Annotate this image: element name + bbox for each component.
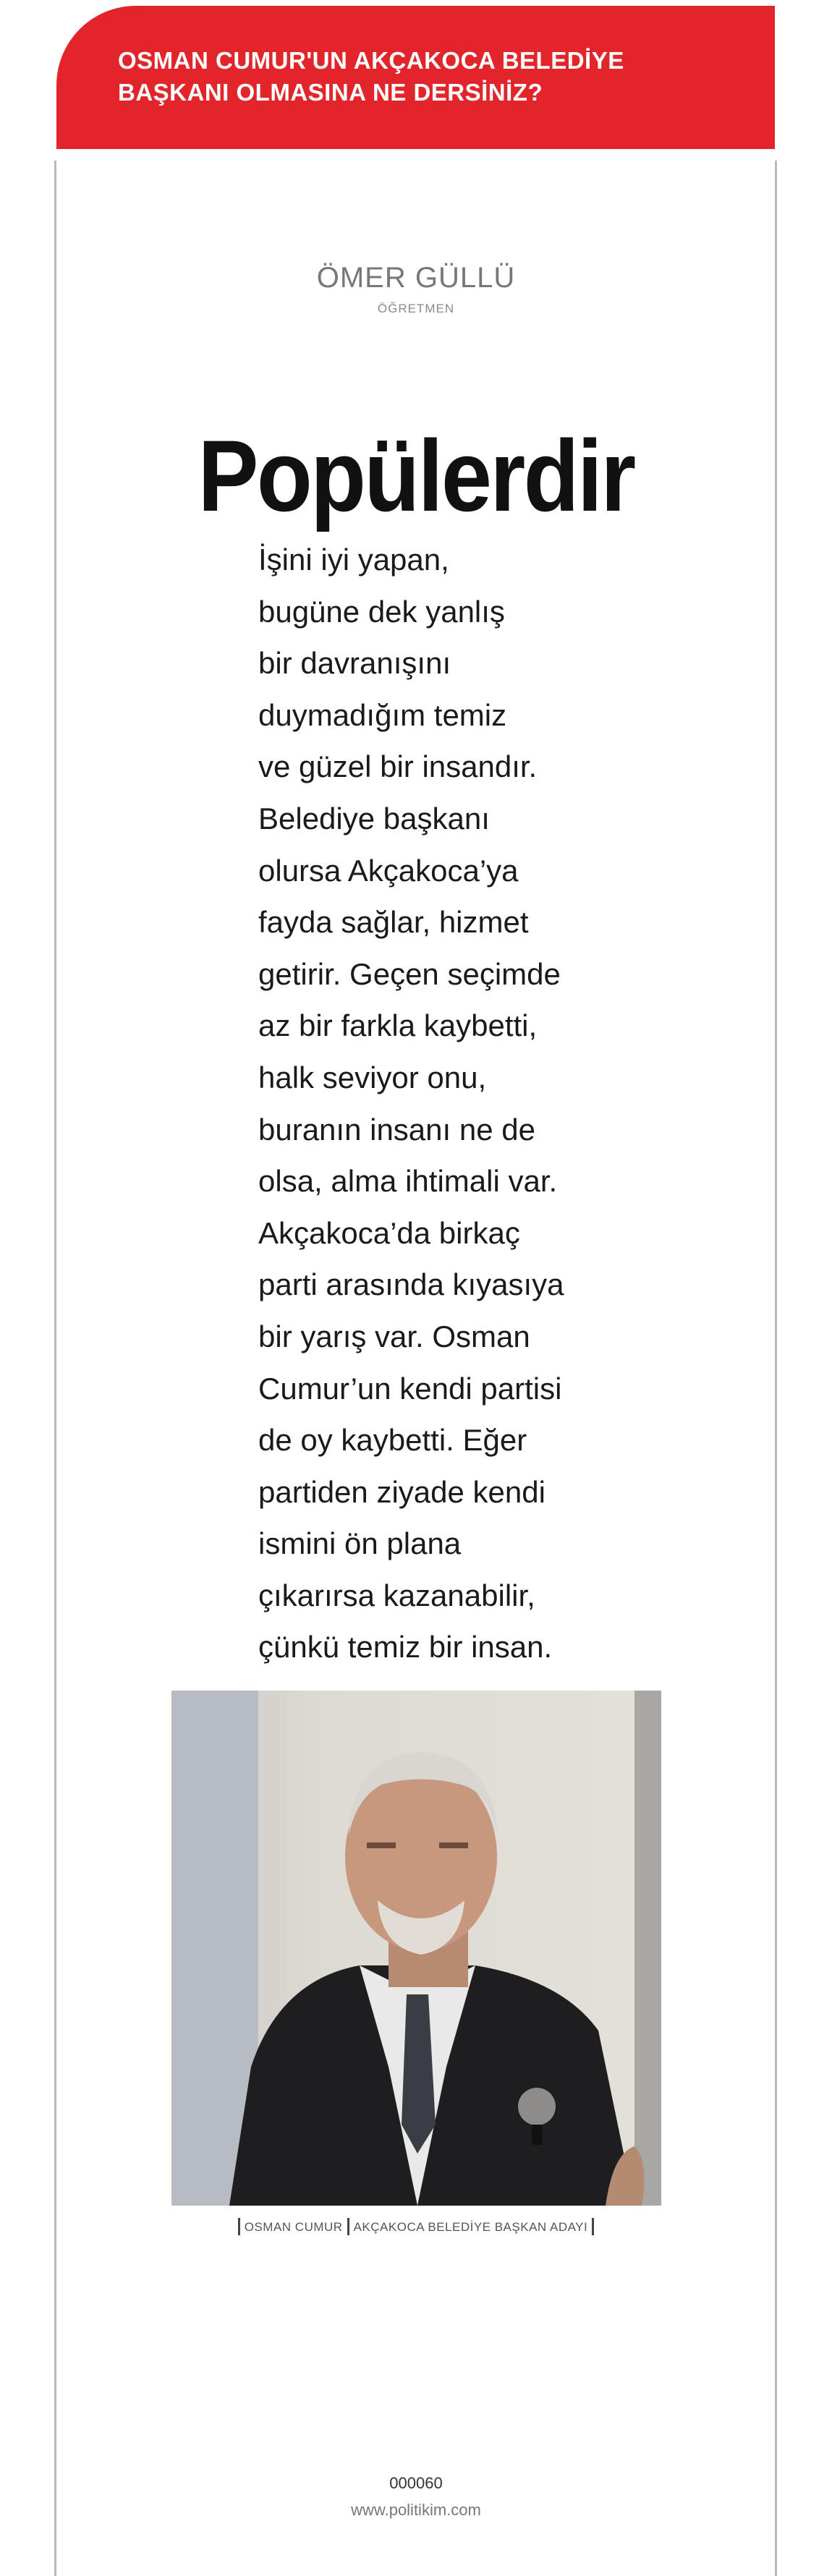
body-line: buranın insanı ne de [258, 1112, 535, 1147]
body-line: parti arasında kıyasıya [258, 1267, 564, 1302]
body-line: fayda sağlar, hizmet [258, 905, 529, 940]
author-role: ÖĞRETMEN [377, 302, 455, 315]
body-line: getirir. Geçen seçimde [258, 956, 561, 991]
portrait-illustration [171, 1691, 661, 2206]
body-line: bir davranışını [258, 646, 451, 681]
caption-divider [347, 2218, 349, 2235]
body-line: çünkü temiz bir insan. [258, 1630, 553, 1665]
body-line: Akçakoca’da birkaç [258, 1215, 520, 1250]
question-banner [56, 6, 775, 149]
caption-divider [592, 2218, 594, 2235]
caption-name: OSMAN CUMUR [244, 2220, 343, 2234]
body-line: bugüne dek yanlış [258, 594, 505, 629]
website-link[interactable]: www.politikim.com [351, 2501, 481, 2519]
photo-caption [0, 2218, 832, 2235]
body-line: olursa Akçakoca’ya [258, 853, 519, 888]
body-line: Cumur’un kendi partisi [258, 1371, 562, 1406]
body-line: bir yarış var. Osman [258, 1319, 530, 1353]
body-line: az bir farkla kaybetti, [258, 1008, 538, 1043]
banner-line-1: OSMAN CUMUR'UN AKÇAKOCA BELEDİYE [118, 47, 624, 74]
portrait-photo [171, 1691, 661, 2206]
author-name: ÖMER GÜLLÜ [316, 262, 516, 294]
body-line: duymadığım temiz [258, 697, 507, 732]
body-line: halk seviyor onu, [258, 1060, 487, 1094]
body-line: de oy kaybetti. Eğer [258, 1423, 527, 1458]
caption-divider [238, 2218, 240, 2235]
body-line: çıkarırsa kazanabilir, [258, 1578, 535, 1612]
banner-line-2: BAŞKANI OLMASINA NE DERSİNİZ? [118, 79, 543, 106]
headline: Popülerdir [198, 419, 634, 532]
body-line: İşini iyi yapan, [258, 543, 449, 577]
page-number: 000060 [389, 2474, 443, 2492]
body-line: olsa, alma ihtimali var. [258, 1164, 558, 1199]
body-line: ismini ön plana [258, 1526, 462, 1561]
body-line: ve güzel bir insandır. [258, 749, 538, 784]
body-line: partiden ziyade kendi [258, 1474, 546, 1509]
body-line: Belediye başkanı [258, 801, 490, 836]
caption-title: AKÇAKOCA BELEDİYE BAŞKAN ADAYI [353, 2220, 588, 2234]
article-body [258, 534, 663, 1673]
